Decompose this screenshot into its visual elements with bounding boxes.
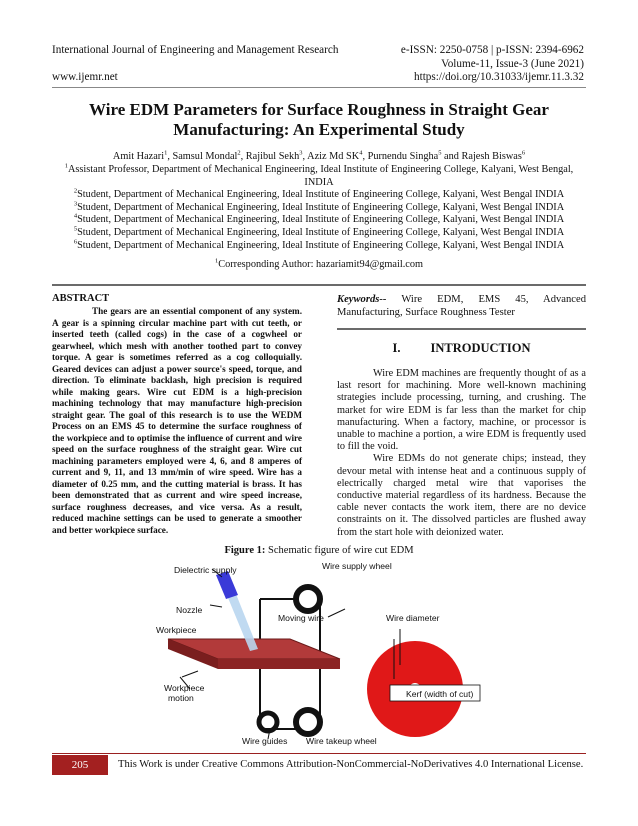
affiliation: $^2$Student, Department of Mechanical Engineering, Ideal Institute of Engineering College, Kalyani, West Bengal INDIA <box>73 187 565 201</box>
keywords-label: Keywords-- <box>337 294 387 305</box>
intro-paragraph-2: Wire EDMs do not generate chips; instead, they devour metal with intense heat and a continuous supply of electrically charged metal wire that vaporises the conductive material regardless of its hardness. Because the cable never contacts the work item, there are no device constraints on it. The dissolved particles are flushed away from the start hole with deionized water. <box>337 453 586 538</box>
page-number: 205 <box>52 755 108 775</box>
label-wire-takeup: Wire takeup wheel <box>306 736 377 746</box>
author-name: Amit Hazari <box>112 151 165 162</box>
label-wire-diameter: Wire diameter <box>386 613 440 623</box>
affiliation: $^3$Student, Department of Mechanical Engineering, Ideal Institute of Engineering College, Kalyani, West Bengal INDIA <box>73 200 565 213</box>
author-name: and Rajesh Biswas <box>441 151 522 162</box>
abstract <box>52 293 302 536</box>
label-moving-wire: Moving wire <box>278 613 324 623</box>
affiliation: $^6$Student, Department of Mechanical Engineering, Ideal Institute of Engineering College, Kalyani, West Bengal INDIA <box>73 238 565 251</box>
author-sup: 3 <box>299 149 303 157</box>
title-line-2: Manufacturing: An Experimental Study <box>173 120 465 139</box>
author-list <box>40 151 598 164</box>
label-wire-supply-wheel: Wire supply wheel <box>322 561 392 571</box>
wire-supply-wheel <box>296 587 320 611</box>
title-line-1: Wire EDM Parameters for Surface Roughness in Straight Gear <box>89 100 549 119</box>
footer-divider <box>52 753 586 754</box>
issn: e-ISSN: 2250-0758 | p-ISSN: 2394-6962 <box>400 44 584 56</box>
intro-heading <box>337 341 586 356</box>
label-workpiece-motion-2: motion <box>168 693 194 703</box>
author-name: , Samsul Mondal <box>167 151 238 162</box>
label-workpiece-motion-1: Workpiece <box>164 683 205 693</box>
wire-edm-diagram <box>150 557 490 747</box>
author-sup: 6 <box>521 149 526 157</box>
author-sup: 1 <box>164 149 168 157</box>
label-kerf: Kerf (width of cut) <box>406 689 474 699</box>
section-number: I. <box>392 341 401 355</box>
keywords <box>337 293 586 319</box>
keywords-text: Wire EDM, EMS 45, Advanced Manufacturing, Surface Roughness Tester <box>337 294 586 318</box>
license-text: This Work is under Creative Commons Attribution-NonCommercial-NoDerivatives 4.0 International License. <box>118 759 584 770</box>
author-sup: 2 <box>237 149 241 157</box>
intro-body <box>337 368 586 539</box>
paper-title <box>40 100 598 140</box>
label-workpiece: Workpiece <box>156 625 197 635</box>
workpiece-front <box>218 659 340 669</box>
abstract-body: The gears are an essential component of any system. A gear is a spinning circular machine part with cut teeth, or inserted teeth (called cogs) in the case of a cogwheel or gearwheel, which mesh with another toothed part to convey torque. A gear is sometimes referred as a cog colloquially. Geared devices can adjust a power source's speed, torque, and direction. To eliminate backlash, high precision is required while making gears. Wire cut EDM is a high-precision machining technology that may manufacture high-precision straight gear. The goal of this research is to use the WEDM Process on an EMS 45 to determine the surface roughness of the workpiece and to optimise the influence of current and wire speed on the surface roughness of the straight gear. Wire cut machining parameters employed were 4, 6, and 8 amperes of current and 9, 11, and 13 mm/min of wire speed. Wire has a diameter of 0.25 mm, and the cutting material is brass. It has been demonstrated that as current and wire speed increase, surface roughness decreases, and vice versa. As a result, reduced machine settings can be used to generate a smoother and better workpiece surface. <box>52 306 302 535</box>
journal-name: International Journal of Engineering and Management Research <box>52 44 339 56</box>
figure-caption-label: Figure 1: <box>224 545 266 556</box>
label-nozzle: Nozzle <box>176 605 203 615</box>
volume: Volume-11, Issue-3 (June 2021) <box>441 58 584 70</box>
author-sup: 5 <box>438 149 442 157</box>
figure-caption-text: Schematic figure of wire cut EDM <box>265 545 414 556</box>
author-sup: 4 <box>359 149 363 157</box>
affiliation: INDIA <box>304 176 334 188</box>
wire-takeup-wheel <box>296 710 320 734</box>
author-name: , Aziz Md SK <box>302 151 360 162</box>
header-divider <box>52 87 586 88</box>
intro-paragraph-1: Wire EDM machines are frequently thought of as a last resort for machining. More well-known machining strategies include processing, turning, and crushing. The market for wire EDM is far less than the market for chip manufacturing. When a factory, machine, or processor is unable to machine a portion, a wire EDM is frequently used to fill the void. <box>337 368 586 453</box>
label-wire-guides: Wire guides <box>242 736 288 746</box>
figure-caption <box>0 545 638 556</box>
website-link[interactable]: www.ijemr.net <box>52 71 118 83</box>
corresponding-author: $^1$Corresponding Author: hazariamit94@gmail.com <box>214 257 424 270</box>
affiliation: $^5$Student, Department of Mechanical Engineering, Ideal Institute of Engineering College, Kalyani, West Bengal INDIA <box>73 225 565 238</box>
author-name: , Rajibul Sekh <box>240 151 300 162</box>
keywords-divider <box>337 328 586 330</box>
author-name: , Purnendu Singha <box>362 151 439 162</box>
doi-link[interactable]: https://doi.org/10.31033/ijemr.11.3.32 <box>414 71 584 83</box>
affiliation-list <box>40 164 598 252</box>
abstract-heading: ABSTRACT <box>52 293 110 304</box>
affiliation: $^1$Assistant Professor, Department of Mechanical Engineering, Ideal Institute of Engineering College, Kalyani, West Bengal, <box>64 162 574 175</box>
section-divider <box>52 284 586 286</box>
section-title: INTRODUCTION <box>430 341 531 355</box>
label-dielectric-supply: Dielectric supply <box>174 565 237 575</box>
affiliation: $^4$Student, Department of Mechanical Engineering, Ideal Institute of Engineering College, Kalyani, West Bengal INDIA <box>73 212 565 226</box>
